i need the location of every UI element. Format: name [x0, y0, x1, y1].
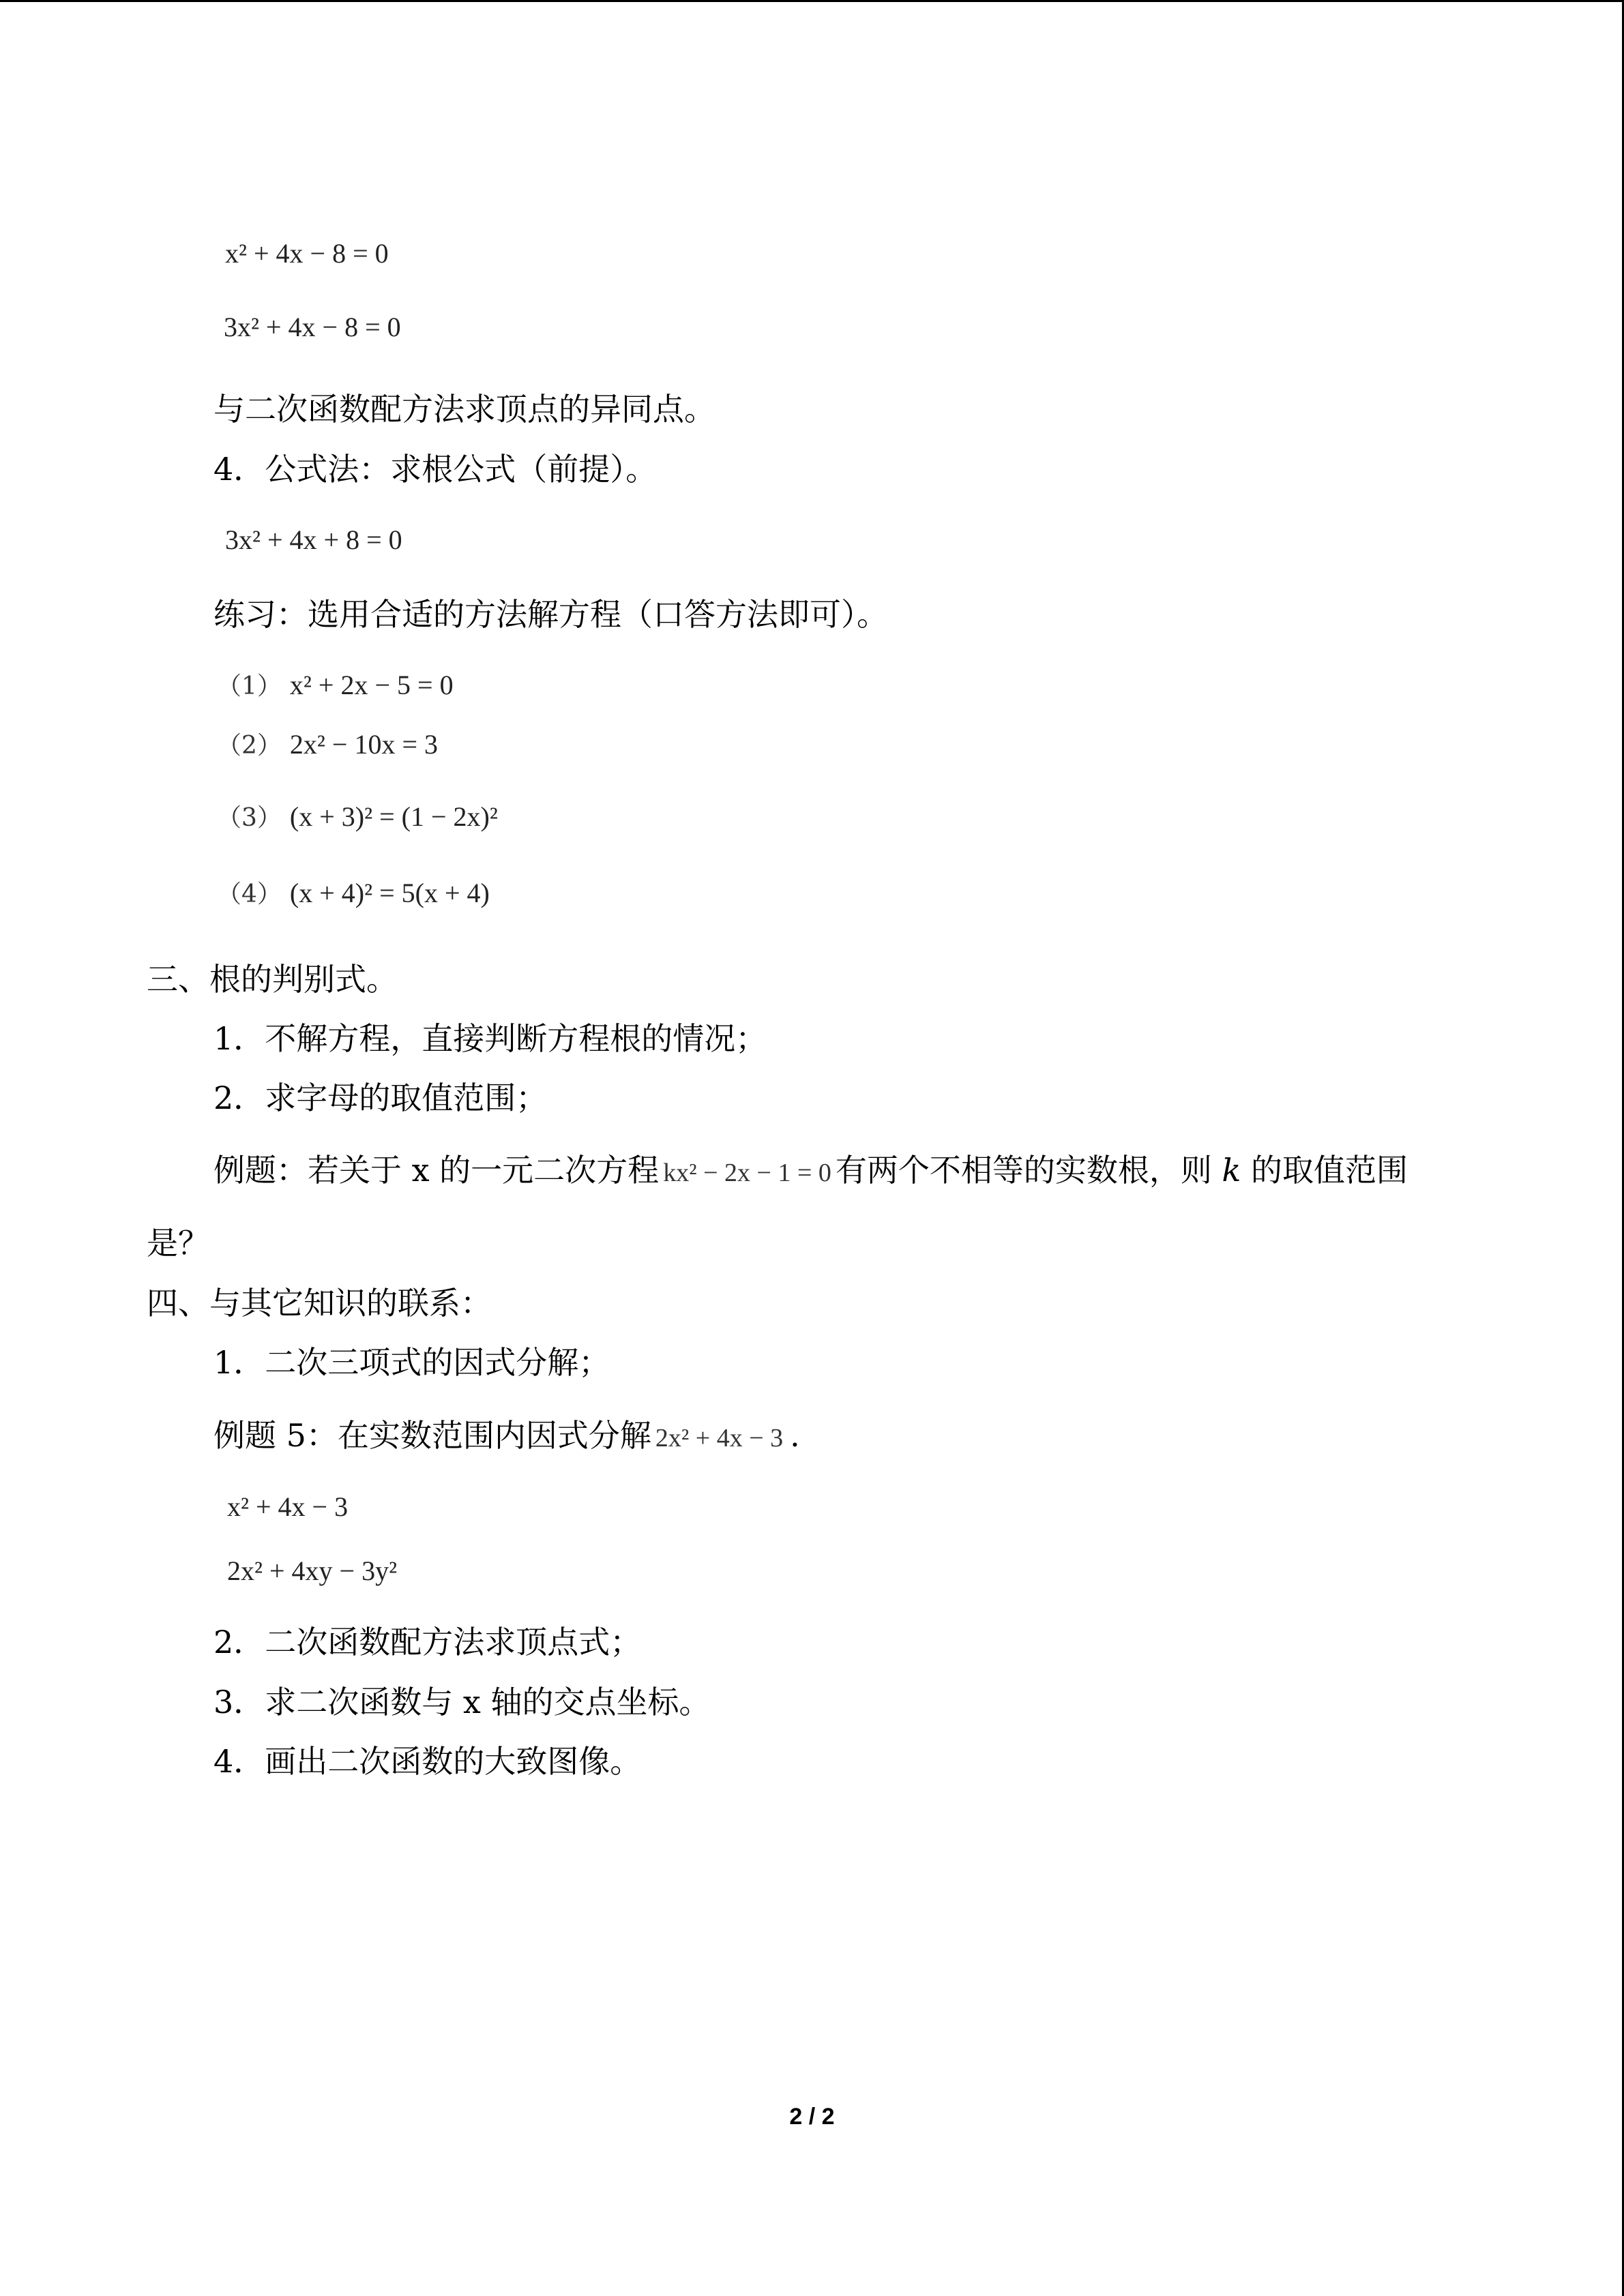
practice-item-equation: (x + 4)² = 5(x + 4) [289, 878, 490, 908]
example-variable-k: k [1222, 1152, 1241, 1189]
section-4-item-4: 4．画出二次函数的大致图像。 [213, 1743, 642, 1780]
page-number: 2 / 2 [789, 2104, 835, 2130]
formula-4: x² + 4x − 3 [227, 1491, 349, 1522]
practice-item-number: （2） [217, 732, 282, 760]
practice-item-equation: 2x² − 10x = 3 [289, 729, 439, 760]
formula-2: 3x² + 4x − 8 = 0 [224, 312, 401, 342]
example-5-period: . [790, 1417, 800, 1454]
section-4-item-1: 1．二次三项式的因式分解； [213, 1344, 610, 1381]
example-question-continuation: 是？ [147, 1225, 209, 1262]
section-3-heading: 三、根的判别式。 [147, 961, 398, 998]
page-border-top [0, 0, 1624, 2]
section-4-heading: 四、与其它知识的联系： [147, 1285, 492, 1322]
practice-item-equation: (x + 3)² = (1 − 2x)² [289, 801, 498, 832]
formula-5: 2x² + 4xy − 3y² [227, 1555, 398, 1586]
example-question [213, 1152, 1408, 1189]
section-3-item-2: 2．求字母的取值范围； [213, 1079, 548, 1116]
practice-item-number: （1） [217, 672, 282, 700]
practice-item-equation: x² + 2x − 5 = 0 [289, 670, 454, 700]
practice-item-4 [217, 880, 490, 907]
practice-item-1 [217, 672, 454, 699]
practice-item-number: （4） [217, 880, 282, 908]
compare-note: 与二次函数配方法求顶点的异同点。 [213, 391, 715, 428]
example-5-inline-formula: 2x² + 4x − 3 [655, 1424, 784, 1452]
example-5-text: 例题 5：在实数范围内因式分解 [213, 1417, 651, 1454]
example-text-start: 例题：若关于 x 的一元二次方程 [213, 1152, 660, 1189]
practice-item-3 [217, 803, 498, 831]
section-4-item-3: 3．求二次函数与 x 轴的交点坐标。 [213, 1684, 711, 1720]
example-text-end: 的取值范围 [1251, 1152, 1408, 1189]
practice-item-2 [217, 731, 438, 758]
section-4-item-2: 2．二次函数配方法求顶点式； [213, 1624, 642, 1660]
formula-1: x² + 4x − 8 = 0 [225, 238, 389, 269]
practice-heading: 练习：选用合适的方法解方程（口答方法即可）。 [213, 596, 888, 633]
formula-3: 3x² + 4x + 8 = 0 [225, 524, 402, 555]
example-5 [213, 1417, 800, 1454]
example-inline-formula: kx² − 2x − 1 = 0 [663, 1159, 831, 1187]
practice-item-number: （3） [217, 804, 282, 832]
formula-method-heading: 4．公式法：求根公式（前提）。 [213, 451, 658, 488]
section-3-item-1: 1．不解方程，直接判断方程根的情况； [213, 1020, 767, 1057]
example-text-middle: 有两个不相等的实数根，则 [835, 1152, 1212, 1189]
